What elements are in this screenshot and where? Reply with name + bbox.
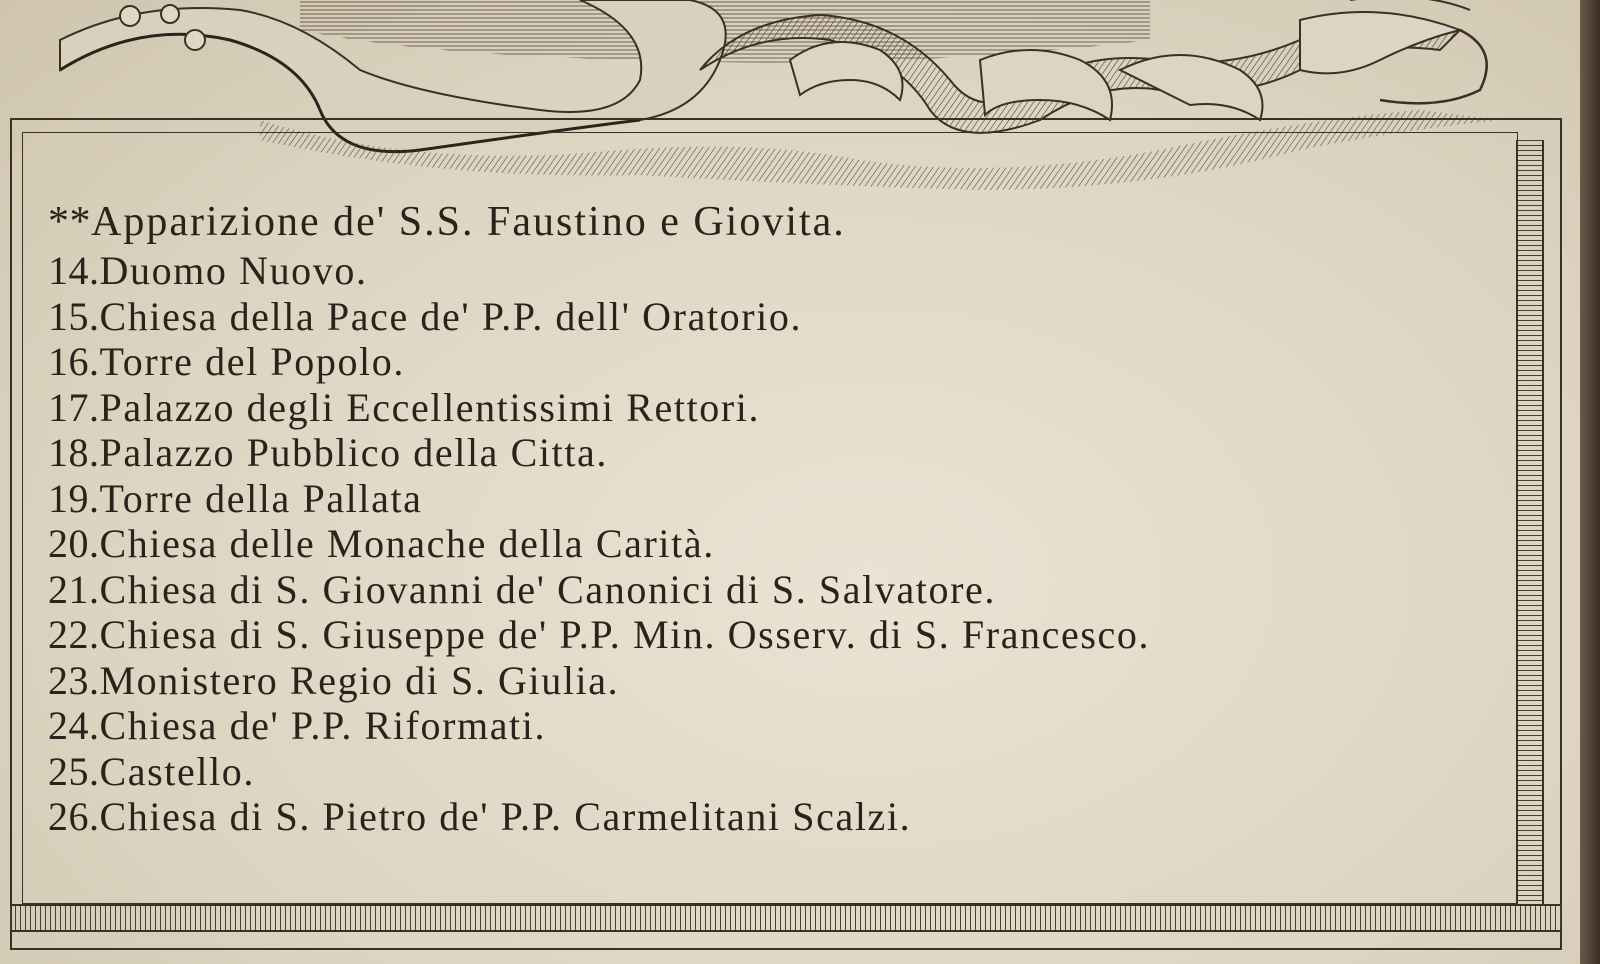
legend-item-number: 14. [48, 248, 100, 293]
legend-item [48, 567, 1508, 613]
legend-item-text: Palazzo degli Eccellentissimi Rettori. [99, 384, 761, 430]
legend-item-number: 15. [48, 293, 100, 339]
legend-item-text: Torre della Pallata [99, 475, 423, 521]
legend-item-text: Torre del Popolo. [99, 339, 405, 384]
legend-item [48, 658, 1508, 704]
legend-item-number: 17. [48, 384, 100, 430]
legend-item-text: Chiesa de' P.P. Riformati. [99, 703, 547, 748]
legend-item-number: 20. [48, 521, 100, 566]
legend-title [48, 196, 1508, 248]
legend-item-number: 18. [48, 430, 100, 475]
legend-item-number: 25. [48, 748, 100, 794]
legend-item [48, 749, 1508, 795]
legend-item [48, 521, 1508, 567]
legend-item-number: 24. [48, 703, 100, 748]
legend-item [48, 339, 1508, 385]
legend-item-number: 26. [48, 794, 100, 839]
legend-list [48, 196, 1508, 840]
legend-item [48, 703, 1508, 749]
legend-item-number: 23. [48, 657, 100, 703]
legend-item [48, 476, 1508, 522]
frame-hatch-right [1516, 140, 1544, 906]
legend-item [48, 294, 1508, 340]
legend-item-text: Chiesa delle Monache della Carità. [99, 521, 715, 566]
legend-item [48, 385, 1508, 431]
legend-item-text: Chiesa di S. Giuseppe de' P.P. Min. Osserv. di S. Francesco. [99, 612, 1151, 657]
legend-title-marker: ** [48, 199, 91, 245]
legend-item-number: 19. [48, 475, 100, 521]
legend-item-text: Chiesa di S. Giovanni de' Canonici di S. Salvatore. [99, 566, 996, 612]
legend-item-number: 16. [48, 339, 100, 384]
legend-item-text: Chiesa di S. Pietro de' P.P. Carmelitani Scalzi. [99, 794, 912, 839]
legend-item-number: 21. [48, 566, 100, 612]
legend-item-text: Palazzo Pubblico della Citta. [99, 430, 609, 475]
frame-hatch-bottom [10, 904, 1562, 932]
legend-item-text: Duomo Nuovo. [99, 248, 368, 293]
legend-item [48, 794, 1508, 840]
legend-item-number: 22. [48, 612, 100, 657]
legend-item [48, 430, 1508, 476]
legend-title-text: Apparizione de' S.S. Faustino e Giovita. [91, 199, 846, 245]
legend-item-text: Monistero Regio di S. Giulia. [99, 657, 620, 703]
legend-item [48, 248, 1508, 294]
legend-item [48, 612, 1508, 658]
legend-item-text: Chiesa della Pace de' P.P. dell' Oratorio. [99, 293, 803, 339]
legend-item-text: Castello. [99, 748, 255, 794]
page-edge [1580, 0, 1600, 964]
